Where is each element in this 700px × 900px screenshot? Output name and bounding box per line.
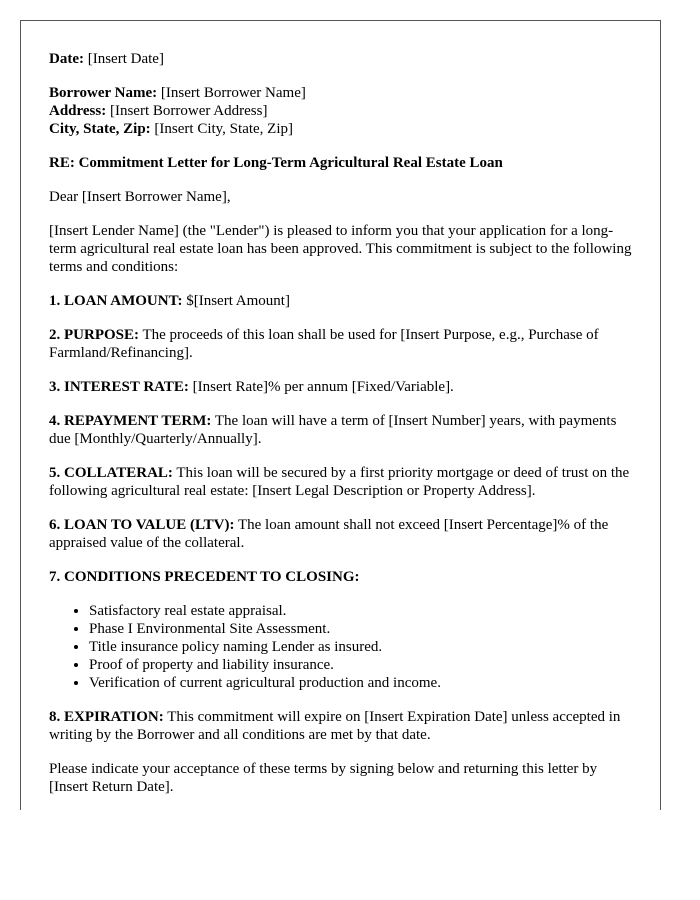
section-loan-amount	[49, 292, 632, 310]
section-text: [Insert Rate]% per annum [Fixed/Variable].	[192, 379, 454, 395]
commitment-letter	[20, 20, 661, 810]
section-repayment-term	[49, 412, 632, 448]
borrower-city-label: City, State, Zip:	[49, 121, 151, 137]
list-item: • Phase I Environmental Site Assessment.	[89, 620, 632, 638]
borrower-name-line	[49, 84, 632, 102]
borrower-address-label: Address:	[49, 103, 107, 119]
borrower-city-line	[49, 120, 632, 138]
subject-line	[49, 154, 632, 172]
borrower-name-label: Borrower Name:	[49, 85, 158, 101]
borrower-name-value: [Insert Borrower Name]	[160, 85, 306, 101]
section-text: $[Insert Amount]	[186, 293, 290, 309]
section-text: This commitment will expire on [Insert Expiration Date] unless accepted in writing by the Borrower and all conditions are met by that date.	[49, 709, 621, 743]
section-heading: 6. LOAN TO VALUE (LTV):	[49, 517, 235, 533]
section-purpose	[49, 326, 632, 362]
date-label: Date:	[49, 51, 84, 67]
section-expiration	[49, 708, 632, 744]
section-text: The loan amount shall not exceed [Insert Percentage]% of the appraised value of the collateral.	[49, 517, 609, 551]
list-item: • Satisfactory real estate appraisal.	[89, 602, 632, 620]
closing-paragraph: Please indicate your acceptance of these terms by signing below and returning this letter by [Insert Return Date].	[49, 761, 598, 795]
section-text: The loan will have a term of [Insert Number] years, with payments due [Monthly/Quarterly/Annually].	[49, 413, 617, 447]
date-line	[49, 50, 632, 68]
list-item: • Verification of current agricultural production and income.	[89, 674, 632, 692]
intro-paragraph: [Insert Lender Name] (the "Lender") is pleased to inform you that your application for a long-term agricultural real estate loan has been approved. This commitment is subject to the following terms and conditions:	[49, 223, 632, 275]
section-interest-rate	[49, 378, 632, 396]
borrower-address-value: [Insert Borrower Address]	[109, 103, 268, 119]
borrower-city-value: [Insert City, State, Zip]	[154, 121, 294, 137]
section-heading: 7. CONDITIONS PRECEDENT TO CLOSING:	[49, 569, 360, 585]
borrower-address-line	[49, 102, 632, 120]
salutation: Dear [Insert Borrower Name],	[49, 189, 231, 205]
list-item: • Title insurance policy naming Lender as insured.	[89, 638, 632, 656]
section-heading: 2. PURPOSE:	[49, 327, 139, 343]
subject-text: RE: Commitment Letter for Long-Term Agricultural Real Estate Loan	[49, 155, 503, 171]
section-collateral	[49, 464, 632, 500]
section-heading: 8. EXPIRATION:	[49, 709, 164, 725]
section-heading: 4. REPAYMENT TERM:	[49, 413, 212, 429]
section-conditions	[49, 568, 632, 586]
borrower-block	[49, 84, 632, 138]
section-heading: 3. INTEREST RATE:	[49, 379, 189, 395]
conditions-list	[49, 602, 632, 692]
section-text: The proceeds of this loan shall be used for [Insert Purpose, e.g., Purchase of Farmland/Refinancing].	[49, 327, 599, 361]
section-text: This loan will be secured by a first priority mortgage or deed of trust on the following agricultural real estate: [Insert Legal Description or Property Address].	[49, 465, 630, 499]
date-value: [Insert Date]	[87, 51, 164, 67]
section-ltv	[49, 516, 632, 552]
list-item: • Proof of property and liability insurance.	[89, 656, 632, 674]
section-heading: 1. LOAN AMOUNT:	[49, 293, 183, 309]
section-heading: 5. COLLATERAL:	[49, 465, 173, 481]
